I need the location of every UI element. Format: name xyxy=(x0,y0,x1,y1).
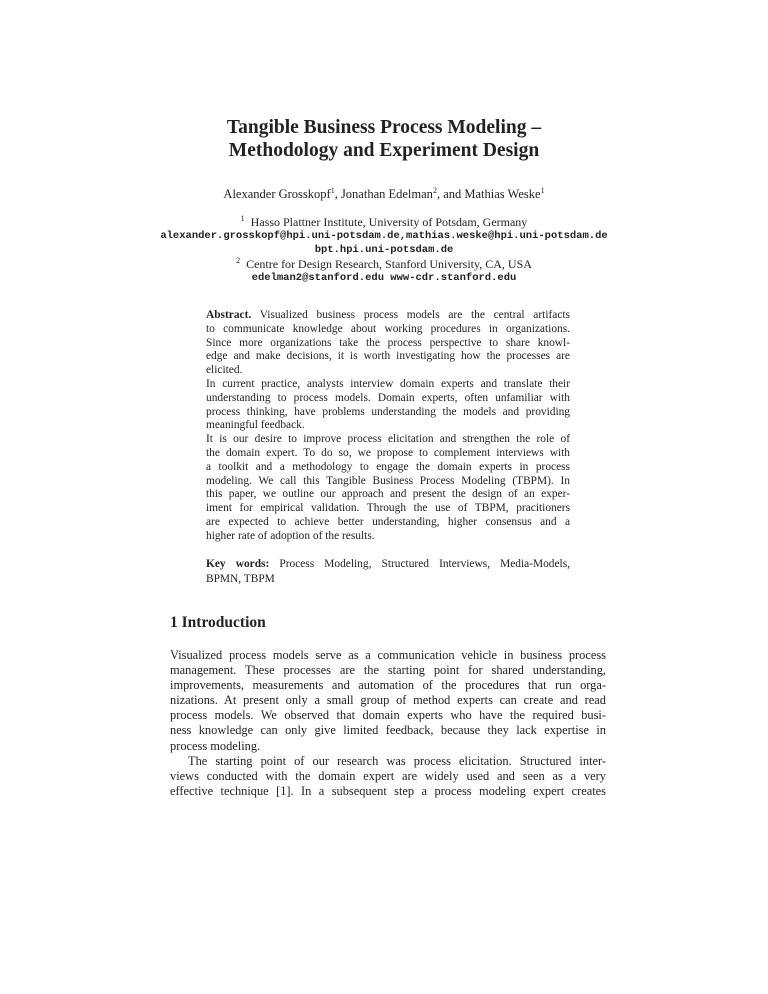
abstract-line xyxy=(206,350,570,364)
author-list xyxy=(0,187,768,202)
abstract-line-text: It is our desire to improve process elicitation and strengthen the role of xyxy=(206,433,570,446)
title-line-1: Tangible Business Process Modeling – xyxy=(226,117,542,138)
abstract-line-text: Since more organizations take the process perspective to share knowl- xyxy=(206,336,570,349)
intro-line xyxy=(170,693,606,708)
abstract-line xyxy=(206,516,570,530)
abstract-line-text: this paper, we outline our approach and present the design of an exper- xyxy=(206,488,570,501)
introduction-body xyxy=(170,648,606,799)
intro-line-text: nizations. At present only a small group of method experts can create and read xyxy=(170,693,606,708)
author-name: Mathias Weske xyxy=(464,187,541,201)
abstract-line xyxy=(206,488,570,502)
abstract-line xyxy=(206,502,570,516)
abstract-line-text: understanding to process models. Domain experts, often unfamiliar with xyxy=(206,391,570,404)
abstract-line-text: the domain expert. To do so, we propose to complement interviews with xyxy=(206,446,570,459)
abstract xyxy=(206,309,570,544)
intro-line xyxy=(170,663,606,678)
affiliation-mark: 1 xyxy=(240,214,245,223)
intro-line-text: management. These processes are the starting point for shared understanding, xyxy=(170,663,606,678)
author-name: Alexander Grosskopf xyxy=(223,187,331,201)
abstract-line xyxy=(206,323,570,337)
title-line-2: Methodology and Experiment Design xyxy=(228,140,540,161)
abstract-line xyxy=(206,392,570,406)
abstract-line xyxy=(206,419,570,433)
abstract-line-text: meaningful feedback. xyxy=(206,419,305,432)
affiliation-1 xyxy=(0,215,768,229)
abstract-line-text: are expected to achieve better understanding, higher consensus and a xyxy=(206,515,570,528)
abstract-line xyxy=(206,530,570,544)
intro-line xyxy=(170,648,606,663)
abstract-line xyxy=(206,475,570,489)
intro-line xyxy=(170,708,606,723)
abstract-line xyxy=(206,364,570,378)
abstract-line xyxy=(206,378,570,392)
abstract-label: Abstract. xyxy=(206,309,252,321)
abstract-line-text: Visualized business process models are the central artifacts xyxy=(251,309,570,321)
abstract-line xyxy=(206,406,570,420)
intro-line xyxy=(170,739,606,754)
intro-line xyxy=(170,769,606,784)
abstract-line-text: iment for empirical validation. Through the use of TBPM, pracitioners xyxy=(206,502,570,515)
abstract-line-text: a toolkit and a methodology to engage the domain experts in process xyxy=(206,460,570,473)
abstract-line-text: higher rate of adoption of the results. xyxy=(206,529,375,542)
keywords-line-text: Process Modeling, Structured Interviews, Media-Models, xyxy=(269,558,571,570)
intro-line-text: process models. We observed that domain experts who have the required busi- xyxy=(170,708,606,723)
section-heading xyxy=(170,614,266,632)
section-number: 1 xyxy=(170,614,178,631)
intro-line-text: effective technique [1]. In a subsequent step a process modeling expert creates xyxy=(170,783,606,798)
abstract-line xyxy=(206,461,570,475)
affiliation-name: Centre for Design Research, Stanford University, CA, USA xyxy=(246,257,532,271)
intro-line-text: ness knowledge can only give limited feedback, because they lack expertise in xyxy=(170,723,606,738)
abstract-line xyxy=(206,447,570,461)
abstract-line xyxy=(206,337,570,351)
affiliation-emails[interactable]: alexander.grosskopf@hpi.uni-potsdam.de,mathias.weske@hpi.uni-potsdam.de xyxy=(160,230,608,242)
abstract-line xyxy=(206,433,570,447)
intro-line-text: The starting point of our research was process elicitation. Structured inter- xyxy=(188,753,606,768)
author-name: Jonathan Edelman xyxy=(340,187,433,201)
affiliation-2 xyxy=(0,257,768,271)
intro-line-text: Visualized process models serve as a communication vehicle in business process xyxy=(170,648,606,662)
intro-line xyxy=(170,723,606,738)
intro-line-text: views conducted with the domain expert are widely used and seen as a very xyxy=(170,768,606,783)
paper-title xyxy=(0,116,768,162)
affiliation-mark: 2 xyxy=(236,256,241,265)
intro-line xyxy=(170,784,606,799)
intro-line xyxy=(170,678,606,693)
abstract-line-text: to communicate knowledge about working procedures in organizations. xyxy=(206,322,570,335)
affiliation-name: Hasso Plattner Institute, University of Potsdam, Germany xyxy=(250,215,528,229)
section-title: Introduction xyxy=(181,614,266,631)
abstract-line xyxy=(206,309,570,323)
author-separator: , xyxy=(334,187,341,201)
author-separator: , and xyxy=(436,187,465,201)
keywords xyxy=(206,557,570,586)
affiliation-emails[interactable]: edelman2@stanford.edu www-cdr.stanford.edu xyxy=(251,272,517,284)
author-affiliation-mark: 1 xyxy=(330,186,335,195)
abstract-line-text: In current practice, analysts interview domain experts and translate their xyxy=(206,377,570,390)
affiliation-website[interactable]: bpt.hpi.uni-potsdam.de xyxy=(314,244,454,256)
affiliations xyxy=(0,215,768,285)
author-affiliation-mark: 2 xyxy=(432,186,437,195)
abstract-line-text: modeling. We call this Tangible Business Process Modeling (TBPM). In xyxy=(206,474,570,487)
intro-line xyxy=(170,754,606,769)
intro-line-text: improvements, measurements and automation of the procedures that run orga- xyxy=(170,678,606,693)
keywords-label: Key words: xyxy=(206,558,270,570)
abstract-line-text: edge and make decisions, it is worth investigating how the processes are xyxy=(206,350,570,363)
intro-line-text: process modeling. xyxy=(170,738,261,753)
keywords-line xyxy=(206,557,570,572)
keywords-line-text: BPMN, TBPM xyxy=(206,572,275,585)
abstract-line-text: process thinking, have problems understanding the models and providing xyxy=(206,405,570,418)
abstract-line-text: elicited. xyxy=(206,364,243,377)
author-affiliation-mark: 1 xyxy=(540,186,545,195)
keywords-line xyxy=(206,572,570,587)
